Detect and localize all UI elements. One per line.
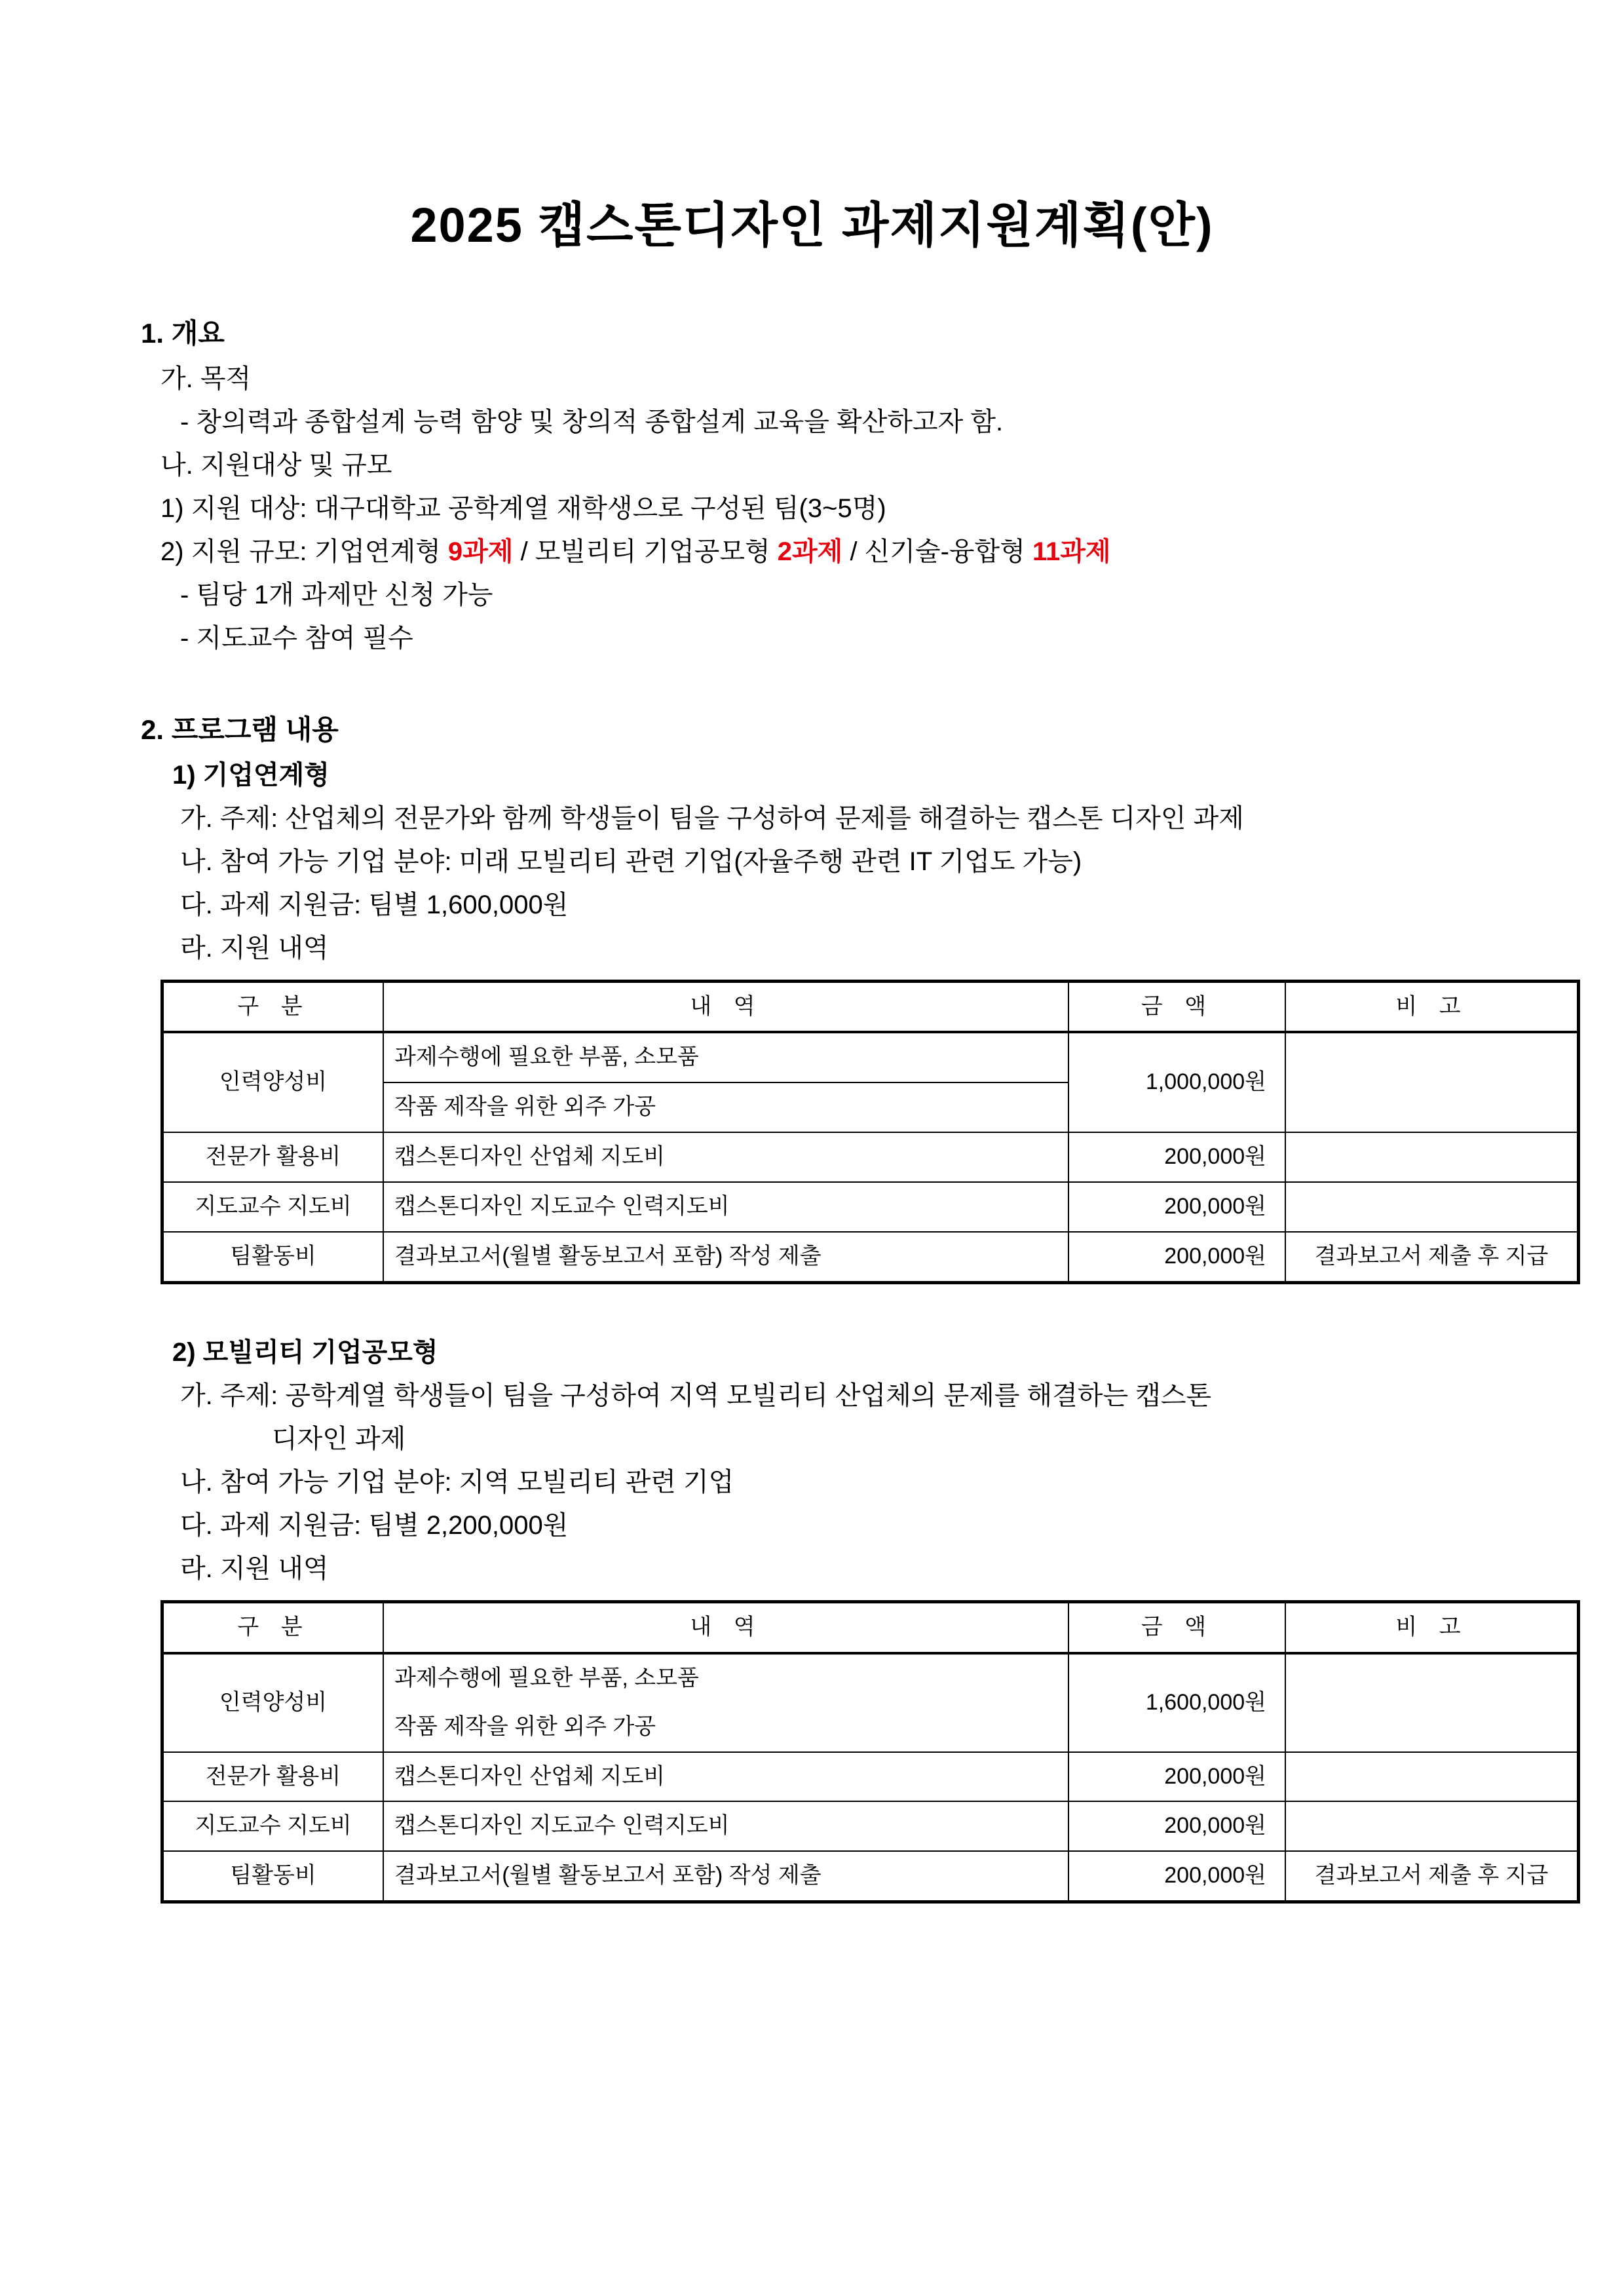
cell-details: 캡스톤디자인 지도교수 인력지도비 (383, 1801, 1068, 1851)
cell-amount: 1,000,000원 (1068, 1032, 1285, 1132)
program-2-line-0: 가. 주제: 공학계열 학생들이 팀을 구성하여 지역 모빌리티 산업체의 문제를 해결하는 캡스톤 (180, 1381, 1212, 1410)
cell-category: 전문가 활용비 (162, 1132, 384, 1182)
cell-details: 과제수행에 필요한 부품, 소모품 (383, 1032, 1068, 1082)
section-1-item-3: 1) 지원 대상: 대구대학교 공학계열 재학생으로 구성된 팀(3~5명) (161, 493, 886, 523)
scale-prefix: 2) 지원 규모: 기업연계형 (161, 537, 441, 566)
table-row (162, 1653, 1579, 1703)
cell-note (1285, 1182, 1579, 1232)
cell-details: 작품 제작을 위한 외주 가공 (383, 1082, 1068, 1132)
page-title: 2025 캡스톤디자인 과제지원계획(안) (410, 198, 1214, 252)
section-1-item-0: 가. 목적 (161, 364, 252, 393)
cell-details: 결과보고서(월별 활동보고서 포함) 작성 제출 (383, 1232, 1068, 1282)
cell-category: 팀활동비 (162, 1851, 384, 1902)
cell-amount: 200,000원 (1068, 1132, 1285, 1182)
cell-details: 결과보고서(월별 활동보고서 포함) 작성 제출 (383, 1851, 1068, 1902)
cell-amount: 200,000원 (1068, 1752, 1285, 1802)
table-header-row (162, 981, 1579, 1032)
cell-category: 팀활동비 (162, 1232, 384, 1282)
cell-amount: 200,000원 (1068, 1182, 1285, 1232)
scale-count-2: 2과제 (777, 537, 843, 566)
table-row (162, 1132, 1579, 1182)
cell-note (1285, 1653, 1579, 1752)
scale-count-3: 11과제 (1032, 537, 1111, 566)
cell-note: 결과보고서 제출 후 지급 (1285, 1851, 1579, 1902)
section-2-heading: 2. 프로그램 내용 (141, 714, 339, 745)
section-1-heading: 1. 개요 (141, 317, 225, 349)
header-amount: 금 액 (1068, 981, 1285, 1032)
cell-details: 캡스톤디자인 산업체 지도비 (383, 1132, 1068, 1182)
header-category: 구 분 (162, 981, 384, 1032)
table-row (162, 1032, 1579, 1082)
cell-category: 지도교수 지도비 (162, 1182, 384, 1232)
cell-amount: 200,000원 (1068, 1801, 1285, 1851)
section-1-item-1: - 창의력과 종합설계 능력 함양 및 창의적 종합설계 교육을 확산하고자 함. (180, 407, 1004, 436)
cell-category: 지도교수 지도비 (162, 1801, 384, 1851)
section-1-note-0: - 팀당 1개 과제만 신청 가능 (180, 580, 493, 609)
cell-details: 캡스톤디자인 지도교수 인력지도비 (383, 1182, 1068, 1232)
scale-mid-2: / 신기술-융합형 (850, 537, 1025, 566)
table-row (162, 1801, 1579, 1851)
header-details: 내 역 (383, 981, 1068, 1032)
table-row (162, 1752, 1579, 1802)
cell-category: 인력양성비 (162, 1032, 384, 1132)
program-1-line-1: 나. 참여 가능 기업 분야: 미래 모빌리티 관련 기업(자율주행 관련 IT 기업도 가능) (180, 847, 1082, 876)
scale-count-1: 9과제 (447, 537, 514, 566)
program-2-line-4: 라. 지원 내역 (180, 1554, 329, 1583)
cell-note (1285, 1801, 1579, 1851)
header-note: 비 고 (1285, 1601, 1579, 1653)
cell-details: 캡스톤디자인 산업체 지도비 (383, 1752, 1068, 1802)
program-1-line-0: 가. 주제: 산업체의 전문가와 함께 학생들이 팀을 구성하여 문제를 해결하는 캡스톤 디자인 과제 (180, 803, 1244, 833)
table-row (162, 1851, 1579, 1902)
program-2-funding-table (161, 1600, 1580, 1904)
table-row (162, 1182, 1579, 1232)
program-1-line-3: 라. 지원 내역 (180, 933, 329, 963)
table-row (162, 1232, 1579, 1282)
section-1-note-1: - 지도교수 참여 필수 (180, 623, 413, 653)
program-2-heading: 2) 모빌리티 기업공모형 (172, 1337, 438, 1367)
table-header-row (162, 1601, 1579, 1653)
cell-note (1285, 1032, 1579, 1132)
program-1-heading: 1) 기업연계형 (172, 760, 330, 790)
scale-mid-1: / 모빌리티 기업공모형 (520, 537, 770, 566)
cell-details: 과제수행에 필요한 부품, 소모품 (383, 1653, 1068, 1703)
program-1-line-2: 다. 과제 지원금: 팀별 1,600,000원 (180, 890, 569, 919)
section-1-scale-line (161, 532, 1483, 571)
header-category: 구 분 (162, 1601, 384, 1653)
program-2-line-1: 디자인 과제 (272, 1424, 406, 1453)
section-1-item-2: 나. 지원대상 및 규모 (161, 450, 392, 480)
cell-note (1285, 1132, 1579, 1182)
header-note: 비 고 (1285, 981, 1579, 1032)
cell-category: 인력양성비 (162, 1653, 384, 1752)
cell-category: 전문가 활용비 (162, 1752, 384, 1802)
cell-note (1285, 1752, 1579, 1802)
cell-amount: 200,000원 (1068, 1232, 1285, 1282)
cell-details: 작품 제작을 위한 외주 가공 (383, 1703, 1068, 1752)
cell-note: 결과보고서 제출 후 지급 (1285, 1232, 1579, 1282)
program-1-funding-table (161, 980, 1580, 1284)
cell-amount: 200,000원 (1068, 1851, 1285, 1902)
header-details: 내 역 (383, 1601, 1068, 1653)
program-2-line-3: 다. 과제 지원금: 팀별 2,200,000원 (180, 1510, 569, 1540)
header-amount: 금 액 (1068, 1601, 1285, 1653)
program-2-line-2: 나. 참여 가능 기업 분야: 지역 모빌리티 관련 기업 (180, 1467, 734, 1497)
cell-amount: 1,600,000원 (1068, 1653, 1285, 1752)
